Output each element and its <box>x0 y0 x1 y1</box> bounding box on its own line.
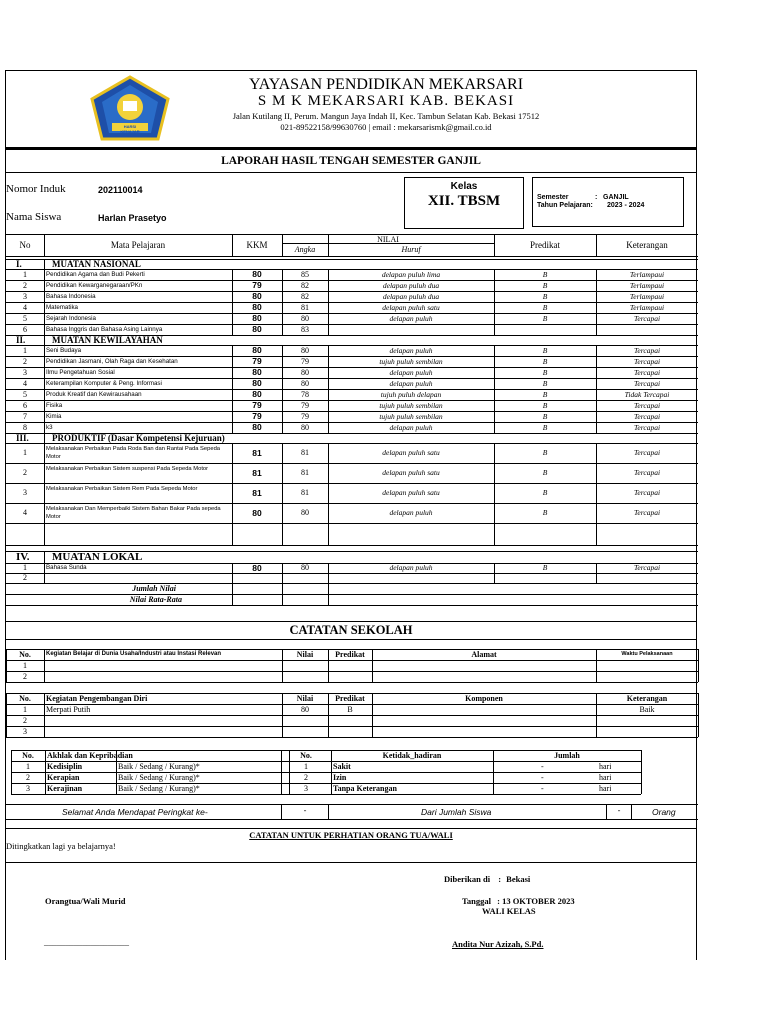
peng-row-no: 1 <box>23 705 27 714</box>
row-keterangan: Terlampaui <box>629 303 665 312</box>
peng-row-keterangan <box>598 715 696 726</box>
row-huruf: delapan puluh satu <box>382 303 440 312</box>
row-huruf: delapan puluh dua <box>382 292 440 301</box>
row-huruf: delapan puluh satu <box>382 488 440 497</box>
peng-row-kegiatan <box>46 726 280 737</box>
row-angka: 82 <box>301 292 309 301</box>
akhlak-row-name: Kerapian <box>47 773 80 782</box>
row-huruf: delapan puluh dua <box>382 281 440 290</box>
row-subject: Matematika <box>46 304 78 311</box>
diberikan-label: Diberikan di <box>444 874 491 884</box>
report-card <box>5 70 697 960</box>
dudi-predikat-header: Predikat <box>335 650 365 659</box>
peng-row-predikat <box>330 726 370 737</box>
col-no: No <box>19 240 31 250</box>
absen-no-header: No. <box>300 751 312 760</box>
row-no: 1 <box>23 448 27 457</box>
absen-title-header: Ketidak_hadiran <box>382 751 442 760</box>
orangtua-signature-line: ____________________ <box>44 937 129 947</box>
dudi-row-no: 1 <box>23 661 27 670</box>
akhlak-row-no: 1 <box>26 762 30 771</box>
col-huruf: Huruf <box>401 245 421 254</box>
row-predikat: B <box>542 368 548 377</box>
section-number: IV. <box>16 551 30 563</box>
akhlak-row-options: Baik / Sedang / Kurang)* <box>118 762 200 771</box>
row-subject: Melaksanakan Perbaikan Sistem Rem Pada Sepeda Motor <box>46 486 198 492</box>
akhlak-title-header: Akhlak dan Kepribadian <box>47 751 133 760</box>
row-kkm: 80 <box>252 422 262 432</box>
row-predikat: B <box>542 314 548 323</box>
row-angka: 80 <box>301 508 309 517</box>
row-huruf: delapan puluh <box>389 368 433 377</box>
absen-row-value: - <box>541 784 544 793</box>
row-no: 3 <box>23 368 27 377</box>
row-angka: 81 <box>301 468 309 477</box>
row-kkm: 80 <box>252 563 262 573</box>
row-huruf: tujuh puluh sembilan <box>379 401 443 410</box>
orang-label: Orang <box>652 807 676 817</box>
tanggal-value: : 13 OKTOBER 2023 <box>497 896 575 906</box>
row-huruf: delapan puluh <box>389 346 433 355</box>
row-huruf: delapan puluh <box>389 379 433 388</box>
row-kkm: 80 <box>252 378 262 388</box>
row-no: 4 <box>23 303 27 312</box>
col-angka: Angka <box>294 245 316 254</box>
row-keterangan <box>596 573 698 583</box>
row-no: 1 <box>23 270 27 279</box>
row-predikat: B <box>542 390 548 399</box>
row-keterangan: Tercapai <box>633 423 661 432</box>
nama-siswa-label: Nama Siswa <box>6 211 62 223</box>
row-huruf: tujuh puluh sembilan <box>379 357 443 366</box>
row-predikat: B <box>542 379 548 388</box>
row-subject: Pendidikan Kewarganegaraan/PKn <box>46 282 143 289</box>
row-keterangan: Tercapai <box>633 563 661 572</box>
row-huruf: delapan puluh <box>389 508 433 517</box>
row-huruf <box>328 573 494 583</box>
school-logo <box>90 75 170 141</box>
section-title: MUATAN KEWILAYAHAN <box>52 335 163 345</box>
jumlah-nilai-label: Jumlah Nilai <box>132 584 176 593</box>
row-keterangan: Terlampaui <box>629 270 665 279</box>
row-no: 7 <box>23 412 27 421</box>
row-kkm: 79 <box>252 356 262 366</box>
row-no: 2 <box>23 468 27 477</box>
akhlak-row-options: Baik / Sedang / Kurang)* <box>118 773 200 782</box>
row-keterangan: Tercapai <box>633 468 661 477</box>
row-predikat <box>494 324 596 335</box>
col-keterangan: Keterangan <box>626 240 668 250</box>
dudi-row-no: 2 <box>23 672 27 681</box>
row-angka: 80 <box>301 314 309 323</box>
row-no: 6 <box>23 401 27 410</box>
row-kkm: 80 <box>252 367 262 377</box>
absen-row-name: Tanpa Keterangan <box>333 784 397 793</box>
section-title: MUATAN LOKAL <box>52 551 143 563</box>
peng-kegiatan-header: Kegiatan Pengembangan Diri <box>46 694 148 703</box>
row-no: 2 <box>23 357 27 366</box>
row-no: 4 <box>23 508 27 517</box>
row-subject: Melaksanakan Perbaikan Pada Roda Ban dan Rantai Pada Sepeda Motor <box>46 446 221 460</box>
row-huruf: delapan puluh satu <box>382 468 440 477</box>
row-keterangan: Tercapai <box>633 314 661 323</box>
row-kkm: 81 <box>252 488 262 498</box>
kelas-box <box>404 177 524 229</box>
row-huruf: tujuh puluh sembilan <box>379 412 443 421</box>
row-subject: Melaksanakan Perbaikan Sistem suspensi Pada Sepeda Motor <box>46 466 209 472</box>
dari-jumlah-siswa: Dari Jumlah Siswa <box>421 807 492 817</box>
absen-row-unit: hari <box>599 762 612 771</box>
row-huruf: delapan puluh <box>389 563 433 572</box>
row-no: 1 <box>23 346 27 355</box>
row-angka: 80 <box>301 368 309 377</box>
row-subject: Keterampilan Komputer & Peng. Informasi <box>46 380 162 387</box>
row-angka: 79 <box>301 412 309 421</box>
row-predikat: B <box>542 412 548 421</box>
row-keterangan: Tercapai <box>633 488 661 497</box>
peng-row-kegiatan <box>46 715 280 726</box>
dudi-kegiatan-header: Kegiatan Belajar di Dunia Usaha/Industri atau Instasi Relevan <box>46 651 222 657</box>
row-subject: Bahasa Sunda <box>46 564 87 571</box>
dudi-waktu-header: Waktu Pelaksanaan <box>621 651 673 657</box>
row-kkm: 79 <box>252 280 262 290</box>
row-kkm: 80 <box>252 345 262 355</box>
catatan-ortu-text: Ditingkatkan lagi ya belajarnya! <box>6 841 116 851</box>
tahun-value: 2023 - 2024 <box>607 202 645 209</box>
peng-row-keterangan <box>598 726 696 737</box>
akhlak-row-name: Kedisiplin <box>47 762 83 771</box>
row-predikat: B <box>542 423 548 432</box>
row-huruf <box>328 324 494 335</box>
row-no: 3 <box>23 292 27 301</box>
absen-row-name: Sakit <box>333 762 351 771</box>
col-kkm: KKM <box>246 240 268 250</box>
row-predikat: B <box>542 270 548 279</box>
row-kkm: 81 <box>252 448 262 458</box>
section-title: MUATAN NASIONAL <box>52 259 141 269</box>
row-no: 8 <box>23 423 27 432</box>
peringkat-text: Selamat Anda Mendapat Peringkat ke- <box>62 807 208 817</box>
row-subject: Pendidikan Agama dan Budi Pekerti <box>46 271 145 278</box>
peng-predikat-header: Predikat <box>335 694 365 703</box>
absen-row-no: 3 <box>304 784 308 793</box>
peng-row-no: 2 <box>23 716 27 725</box>
row-no: 2 <box>23 281 27 290</box>
orangtua-label: Orangtua/Wali Murid <box>45 896 126 906</box>
absen-row-unit: hari <box>599 773 612 782</box>
row-keterangan: Terlampaui <box>629 292 665 301</box>
dudi-no-header: No. <box>19 650 31 659</box>
semester-box <box>532 177 684 227</box>
row-predikat: B <box>542 563 548 572</box>
nama-siswa-value: Harlan Prasetyo <box>98 213 167 223</box>
row-huruf: tujuh puluh delapan <box>380 390 442 399</box>
row-predikat: B <box>542 281 548 290</box>
peng-keterangan-header: Keterangan <box>626 694 668 703</box>
row-no: 1 <box>23 563 27 572</box>
row-angka: 83 <box>301 325 309 334</box>
row-subject: Produk Kreatif dan Kewirausahaan <box>46 391 142 398</box>
row-angka: 80 <box>301 346 309 355</box>
akhlak-row-options: Baik / Sedang / Kurang)* <box>118 784 200 793</box>
row-angka: 81 <box>301 488 309 497</box>
row-predikat: B <box>542 303 548 312</box>
wali-kelas-label: WALI KELAS <box>482 906 536 916</box>
dudi-nilai-header: Nilai <box>296 650 314 659</box>
row-angka: 82 <box>301 281 309 290</box>
row-subject <box>46 573 232 583</box>
row-kkm: 80 <box>252 324 262 334</box>
row-no: 2 <box>23 573 27 582</box>
logo-lettering: HARSI KENAJAR <box>120 124 140 134</box>
row-angka: 80 <box>301 563 309 572</box>
row-predikat <box>494 573 596 583</box>
foundation-name: YAYASAN PENDIDIKAN MEKARSARI <box>248 76 524 93</box>
row-kkm <box>232 573 282 583</box>
row-angka: 79 <box>301 357 309 366</box>
row-subject: Seni Budaya <box>46 347 82 354</box>
absen-row-no: 1 <box>304 762 308 771</box>
row-kkm: 79 <box>252 411 262 421</box>
row-angka <box>282 573 328 583</box>
section-title: PRODUKTIF (Dasar Kompetensi Kejuruan) <box>52 433 225 443</box>
peng-row-nilai <box>284 726 326 737</box>
dudi-alamat-header: Alamat <box>471 650 497 659</box>
row-huruf: delapan puluh lima <box>381 270 441 279</box>
absen-row-name: Izin <box>333 773 347 782</box>
section-number: II. <box>16 335 26 345</box>
peringkat-rank: - <box>281 805 329 819</box>
row-keterangan <box>596 324 698 335</box>
peng-row-keterangan: Baik <box>639 705 655 714</box>
peng-row-predikat: B <box>347 705 353 714</box>
col-mapel: Mata Pelajaran <box>110 240 166 250</box>
row-predikat: B <box>542 508 548 517</box>
row-keterangan: Tercapai <box>633 368 661 377</box>
row-subject: Kimia <box>46 413 62 420</box>
row-angka: 81 <box>301 303 309 312</box>
row-kkm: 80 <box>252 313 262 323</box>
absen-jumlah-header: Jumlah <box>554 751 580 760</box>
row-subject: Pendidikan Jasmani, Olah Raga dan Kesehatan <box>46 358 178 365</box>
row-subject: Bahasa Indonesia <box>46 293 96 300</box>
row-huruf: delapan puluh <box>389 423 433 432</box>
semester-value: GANJIL <box>603 194 629 201</box>
peng-no-header: No. <box>19 694 31 703</box>
row-subject: Ilmu Pengetahuan Sosial <box>46 369 115 376</box>
row-angka: 78 <box>301 390 309 399</box>
row-no: 5 <box>23 390 27 399</box>
akhlak-row-no: 3 <box>26 784 30 793</box>
peng-nilai-header: Nilai <box>296 694 314 703</box>
row-keterangan: Tercapai <box>633 357 661 366</box>
row-predikat: B <box>542 488 548 497</box>
absen-row-value: - <box>541 762 544 771</box>
akhlak-row-name: Kerajinan <box>47 784 83 793</box>
nilai-rata-label: Nilai Rata-Rata <box>129 595 182 604</box>
report-title: LAPORAH HASIL TENGAH SEMESTER GANJIL <box>221 155 481 167</box>
row-angka: 79 <box>301 401 309 410</box>
row-keterangan: Tercapai <box>633 508 661 517</box>
row-no: 5 <box>23 314 27 323</box>
row-huruf: delapan puluh <box>389 314 433 323</box>
row-keterangan: Tercapai <box>633 412 661 421</box>
row-subject: Fisika <box>46 402 63 409</box>
school-name: S M K MEKARSARI KAB. BEKASI <box>257 93 515 109</box>
section-number: III. <box>16 433 29 443</box>
row-huruf: delapan puluh satu <box>382 448 440 457</box>
akhlak-row-no: 2 <box>26 773 30 782</box>
kelas-label: Kelas <box>450 181 478 192</box>
row-predikat: B <box>542 357 548 366</box>
row-no: 6 <box>23 325 27 334</box>
semester-label: Semester <box>537 194 569 201</box>
kelas-value: XII. TBSM <box>427 193 501 209</box>
row-angka: 80 <box>301 423 309 432</box>
row-angka: 80 <box>301 379 309 388</box>
section-number: I. <box>16 259 22 269</box>
row-angka: 85 <box>301 270 309 279</box>
row-predikat: B <box>542 401 548 410</box>
peng-row-no: 3 <box>23 727 27 736</box>
catatan-ortu-title: CATATAN UNTUK PERHATIAN ORANG TUA/WALI <box>249 830 453 840</box>
row-keterangan: Tercapai <box>633 379 661 388</box>
row-kkm: 81 <box>252 468 262 478</box>
row-keterangan: Terlampaui <box>629 281 665 290</box>
wali-kelas-name: Andita Nur Azizah, S.Pd. <box>452 939 544 949</box>
row-keterangan: Tercapai <box>633 401 661 410</box>
row-predikat: B <box>542 448 548 457</box>
catatan-sekolah-title: CATATAN SEKOLAH <box>289 623 413 637</box>
row-subject: Bahasa Inggris dan Bahasa Asing Lainnya <box>46 326 163 333</box>
row-angka: 81 <box>301 448 309 457</box>
col-nilai: NILAI <box>377 235 399 244</box>
diberikan-value: Bekasi <box>506 874 531 884</box>
school-contact: 021-89522158/99630760 | email : mekarsarismk@gmail.co.id <box>280 122 492 132</box>
absen-row-value: - <box>541 773 544 782</box>
school-address: Jalan Kutilang II, Perum. Mangun Jaya Indah II, Kec. Tambun Selatan Kab. Bekasi 17512 <box>232 111 540 121</box>
nomor-induk-label: Nomor Induk <box>6 183 66 195</box>
tahun-label: Tahun Pelajaran: <box>537 202 593 209</box>
row-predikat: B <box>542 292 548 301</box>
col-predikat: Predikat <box>530 240 560 250</box>
semester-sep: : <box>595 194 598 201</box>
row-kkm: 80 <box>252 302 262 312</box>
row-no: 3 <box>23 488 27 497</box>
row-subject: Melaksanakan Dan Memperbaiki Sistem Bahan Bakar Pada sepeda Motor <box>46 506 221 520</box>
row-kkm: 80 <box>252 291 262 301</box>
row-no: 4 <box>23 379 27 388</box>
peringkat-row <box>6 804 698 820</box>
row-kkm: 80 <box>252 389 262 399</box>
row-predikat: B <box>542 468 548 477</box>
jumlah-siswa-value: - <box>606 805 632 819</box>
akhlak-no-header: No. <box>22 751 34 760</box>
row-kkm: 79 <box>252 400 262 410</box>
row-predikat: B <box>542 346 548 355</box>
peng-row-nilai: 80 <box>301 705 309 714</box>
absen-row-no: 2 <box>304 773 308 782</box>
row-kkm: 80 <box>252 269 262 279</box>
tanggal-label: Tanggal <box>462 896 491 906</box>
row-keterangan: Tercapai <box>633 448 661 457</box>
row-subject: Sejarah Indonesia <box>46 315 96 322</box>
absen-row-unit: hari <box>599 784 612 793</box>
row-keterangan: Tidak Tercapai <box>624 390 670 399</box>
peng-row-kegiatan: Merpati Putih <box>46 705 91 714</box>
peng-komponen-header: Komponen <box>465 694 503 703</box>
row-subject: k3 <box>46 424 53 431</box>
row-kkm: 80 <box>252 508 262 518</box>
row-keterangan: Tercapai <box>633 346 661 355</box>
peng-row-nilai <box>284 715 326 726</box>
diberikan-sep: : <box>498 874 502 884</box>
nomor-induk-value: 202110014 <box>98 185 143 195</box>
peng-row-predikat <box>330 715 370 726</box>
